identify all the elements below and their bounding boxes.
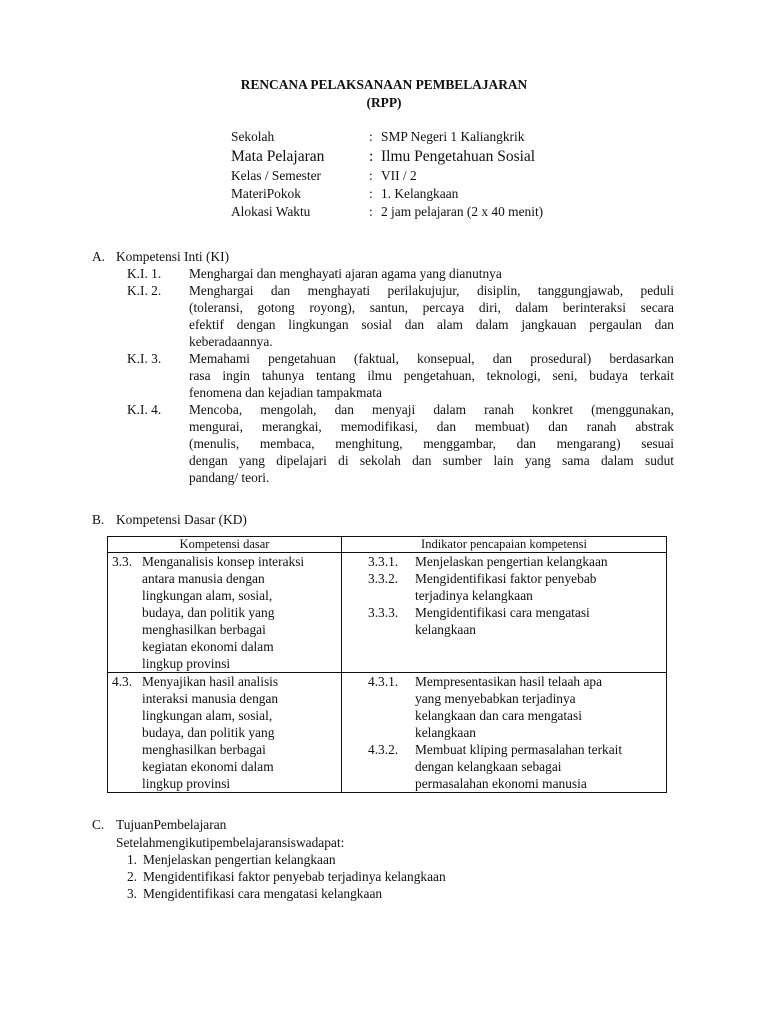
info-label: Alokasi Waktu (231, 204, 311, 219)
ki-text (189, 282, 674, 350)
indicator-cell (342, 673, 667, 793)
ki-item (127, 265, 674, 282)
kd-number: 3.3. (112, 554, 133, 569)
ki-line: Menghargai dan menghayati perilakujujur, disiplin, tanggungjawab, peduli (189, 283, 674, 298)
ki-line: (toleransi, gotong royong), santun, percaya diri, dalam berinteraksi secara (189, 300, 674, 315)
kd-text: lingkup provinsi (142, 776, 231, 791)
list-number: 1. (126, 852, 137, 867)
ki-line: Mencoba, mengolah, dan menyaji dalam ranah konkret (menggunakan, (189, 402, 674, 417)
identity-block (231, 128, 543, 221)
ki-line: mengurai, merangkai, memodifikasi, dan membuat) dan ranah abstrak (189, 419, 674, 434)
kd-text: antara manusia dengan (142, 571, 265, 586)
tujuan-intro: Setelahmengikutipembelajaransiswadapat: (116, 835, 345, 850)
indicator-text: kelangkaan (415, 725, 476, 740)
kd-table (107, 536, 667, 793)
kd-number: 4.3. (112, 674, 133, 689)
document-title: RENCANA PELAKSANAAN PEMBELAJARAN (240, 77, 528, 92)
kd-cell (108, 553, 342, 673)
table-header: Kompetensi dasar (108, 537, 342, 553)
ki-number: K.I. 4. (127, 402, 162, 417)
section-title: TujuanPembelajaran (116, 817, 227, 832)
indicator-text: Membuat kliping permasalahan terkait (415, 742, 623, 757)
info-row-alokasi (231, 203, 543, 221)
ki-line: pandang/ teori. (189, 470, 270, 485)
ki-text (189, 350, 674, 401)
indicator-number: 4.3.1. (368, 674, 399, 689)
table-row (108, 673, 667, 793)
section-letter: B. (92, 512, 105, 527)
info-value: 1. Kelangkaan (381, 186, 459, 201)
ki-line: fenomena dan kejadian tampakmata (189, 385, 382, 400)
indicator-text: Mengidentifikasi cara mengatasi (415, 605, 590, 620)
indicator-text: Mengidentifikasi faktor penyebab (415, 571, 597, 586)
info-value: 2 jam pelajaran (2 x 40 menit) (381, 204, 544, 219)
indicator-number: 3.3.1. (368, 554, 399, 569)
ki-line: rasa ingin tahunya tentang ilmu pengetahuan, teknologi, seni, budaya terkait (189, 368, 674, 383)
info-row-kelas (231, 167, 543, 185)
info-row-sekolah (231, 128, 543, 146)
section-title: Kompetensi Dasar (KD) (116, 512, 247, 527)
list-item (116, 885, 446, 902)
kd-text: lingkungan alam, sosial, (142, 588, 273, 603)
ki-line: Memahami pengetahuan (faktual, konsepual, dan prosedural) berdasarkan (189, 351, 674, 366)
info-row-materi (231, 185, 543, 203)
indicator-text: permasalahan ekonomi manusia (415, 776, 587, 791)
indicator-text: Menjelaskan pengertian kelangkaan (415, 554, 608, 569)
indicator-text: Mempresentasikan hasil telaah apa (415, 674, 603, 689)
indicator-cell (342, 553, 667, 673)
ki-text (189, 265, 674, 282)
info-colon: : (369, 129, 373, 144)
kd-text: lingkup provinsi (142, 656, 231, 671)
indicator-text: dengan kelangkaan sebagai (415, 759, 562, 774)
ki-line: (menulis, membaca, menghitung, menggambar, dan mengarang) sesuai (189, 436, 674, 451)
kd-text: interaksi manusia dengan (142, 691, 279, 706)
section-c-heading (92, 816, 226, 833)
indicator-text: kelangkaan (415, 622, 476, 637)
kd-text: budaya, dan politik yang (142, 725, 275, 740)
ki-item (127, 282, 674, 350)
indicator-text: yang menyebabkan terjadinya (415, 691, 576, 706)
info-value: Ilmu Pengetahuan Sosial (381, 148, 536, 165)
ki-line: efektif dengan lingkungan sosial dan alam dalam jangkauan pergaulan dan (189, 317, 674, 332)
kd-text: Menganalisis konsep interaksi (142, 554, 305, 569)
info-colon: : (369, 168, 373, 183)
document-subtitle: (RPP) (366, 95, 402, 110)
ki-item (127, 401, 674, 486)
kd-text: kegiatan ekonomi dalam (142, 759, 274, 774)
info-label: MateriPokok (231, 186, 301, 201)
table-header-row (108, 537, 667, 553)
indicator-number: 3.3.2. (368, 571, 399, 586)
info-colon: : (369, 186, 373, 201)
kd-text: Menyajikan hasil analisis (142, 674, 279, 689)
ki-number: K.I. 1. (127, 266, 162, 281)
list-item (116, 868, 446, 885)
indicator-number: 4.3.2. (368, 742, 399, 757)
info-value: VII / 2 (381, 168, 417, 183)
kd-text: kegiatan ekonomi dalam (142, 639, 274, 654)
table-header: Indikator pencapaian kompetensi (342, 537, 667, 553)
list-text: Mengidentifikasi faktor penyebab terjadinya kelangkaan (143, 869, 446, 884)
info-label: Kelas / Semester (231, 168, 321, 183)
info-value: SMP Negeri 1 Kaliangkrik (381, 129, 525, 144)
ki-line: keberadaannya. (189, 334, 273, 349)
kd-text: menghasilkan berbagai (142, 622, 266, 637)
list-number: 2. (126, 869, 137, 884)
ki-text (189, 401, 674, 486)
ki-line: Menghargai dan menghayati ajaran agama yang dianutnya (189, 266, 502, 281)
kd-text: menghasilkan berbagai (142, 742, 266, 757)
section-letter: C. (92, 817, 105, 832)
section-letter: A. (92, 249, 106, 264)
ki-list (127, 265, 674, 486)
kd-text: lingkungan alam, sosial, (142, 708, 273, 723)
info-label: Mata Pelajaran (231, 148, 325, 165)
ki-number: K.I. 2. (127, 283, 162, 298)
ki-line: dengan yang dipelajari di sekolah dan sumber lain yang sama dalam sudut (189, 453, 674, 468)
indicator-text: kelangkaan dan cara mengatasi (415, 708, 582, 723)
section-a-heading (92, 248, 229, 265)
ki-item (127, 350, 674, 401)
indicator-text: terjadinya kelangkaan (415, 588, 533, 603)
section-title: Kompetensi Inti (KI) (116, 249, 230, 264)
info-row-mata-pelajaran (231, 146, 543, 167)
list-text: Mengidentifikasi cara mengatasi kelangkaan (143, 886, 383, 901)
list-item (116, 851, 446, 868)
table-row (108, 553, 667, 673)
list-number: 3. (126, 886, 137, 901)
tujuan-list (116, 851, 446, 902)
kd-line (112, 553, 337, 570)
section-b-heading (92, 511, 247, 528)
info-label: Sekolah (231, 129, 275, 144)
indicator-number: 3.3.3. (368, 605, 399, 620)
kd-cell (108, 673, 342, 793)
info-colon: : (369, 204, 373, 219)
list-text: Menjelaskan pengertian kelangkaan (143, 852, 336, 867)
kd-text: budaya, dan politik yang (142, 605, 275, 620)
info-colon: : (369, 148, 374, 165)
ki-number: K.I. 3. (127, 351, 162, 366)
